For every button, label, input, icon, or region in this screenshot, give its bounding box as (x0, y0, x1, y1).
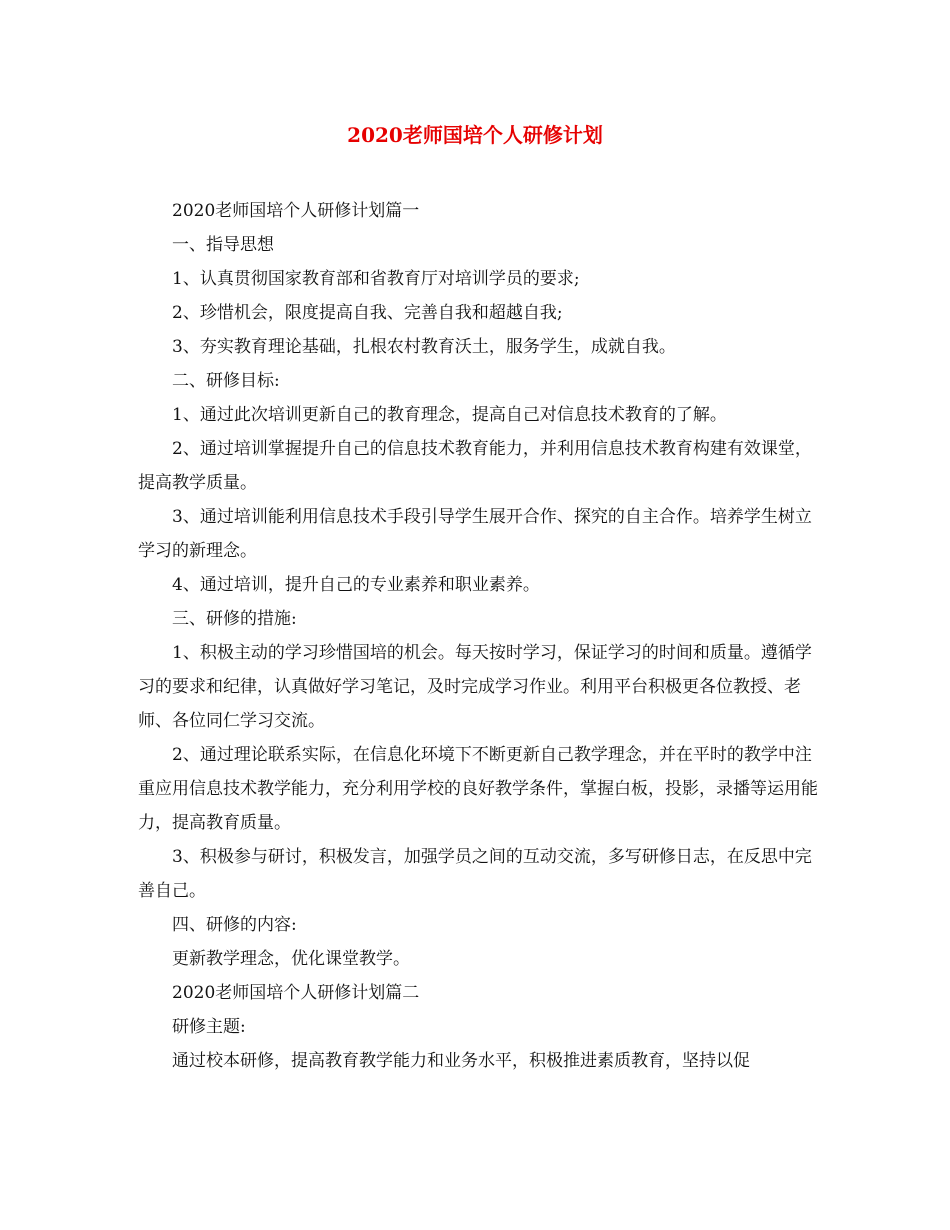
paragraph-12: 1、积极主动的学习珍惜国培的机会。每天按时学习，保证学习的时间和质量。遵循学习的要求和纪律，认真做好学习笔记，及时完成学习作业。利用平台积极更各位教授、老师、各位同仁学习交流。 (138, 643, 812, 731)
paragraph-1: 2020老师国培个人研修计划篇一 (172, 201, 420, 221)
paragraph-3: 1、认真贯彻国家教育部和省教育厅对培训学员的要求; (172, 269, 580, 289)
paragraph-9: 3、通过培训能利用信息技术手段引导学生展开合作、探究的自主合作。培养学生树立学习的新理念。 (138, 507, 812, 561)
paragraph-17: 2020老师国培个人研修计划篇二 (172, 983, 420, 1003)
paragraph-14: 3、积极参与研讨，积极发言，加强学员之间的互动交流，多写研修日志，在反思中完善自己。 (138, 847, 812, 901)
paragraph-5: 3、夯实教育理论基础，扎根农村教育沃土，服务学生，成就自我。 (172, 337, 676, 357)
paragraph-15: 四、研修的内容: (172, 915, 297, 935)
paragraph-2: 一、指导思想 (172, 235, 274, 255)
paragraph-10: 4、通过培训，提升自己的专业素养和职业素养。 (172, 575, 540, 595)
document-title: 2020老师国培个人研修计划 (347, 123, 603, 147)
paragraph-18: 研修主题: (172, 1017, 246, 1037)
paragraph-13: 2、通过理论联系实际，在信息化环境下不断更新自己教学理念，并在平时的教学中注重应用信息技术教学能力，充分利用学校的良好教学条件，掌握白板，投影，录播等运用能力，提高教育质量。 (138, 745, 818, 833)
paragraph-8: 2、通过培训掌握提升自己的信息技术教育能力，并利用信息技术教育构建有效课堂，提高教学质量。 (138, 439, 812, 493)
paragraph-4: 2、珍惜机会，限度提高自我、完善自我和超越自我; (172, 303, 563, 323)
document-body (138, 194, 818, 1078)
paragraph-6: 二、研修目标: (172, 371, 280, 391)
paragraph-19: 通过校本研修，提高教育教学能力和业务水平，积极推进素质教育，坚持以促 (172, 1051, 750, 1071)
paragraph-7: 1、通过此次培训更新自己的教育理念，提高自己对信息技术教育的了解。 (172, 405, 727, 425)
paragraph-11: 三、研修的措施: (172, 609, 297, 629)
paragraph-16: 更新教学理念，优化课堂教学。 (172, 949, 410, 969)
